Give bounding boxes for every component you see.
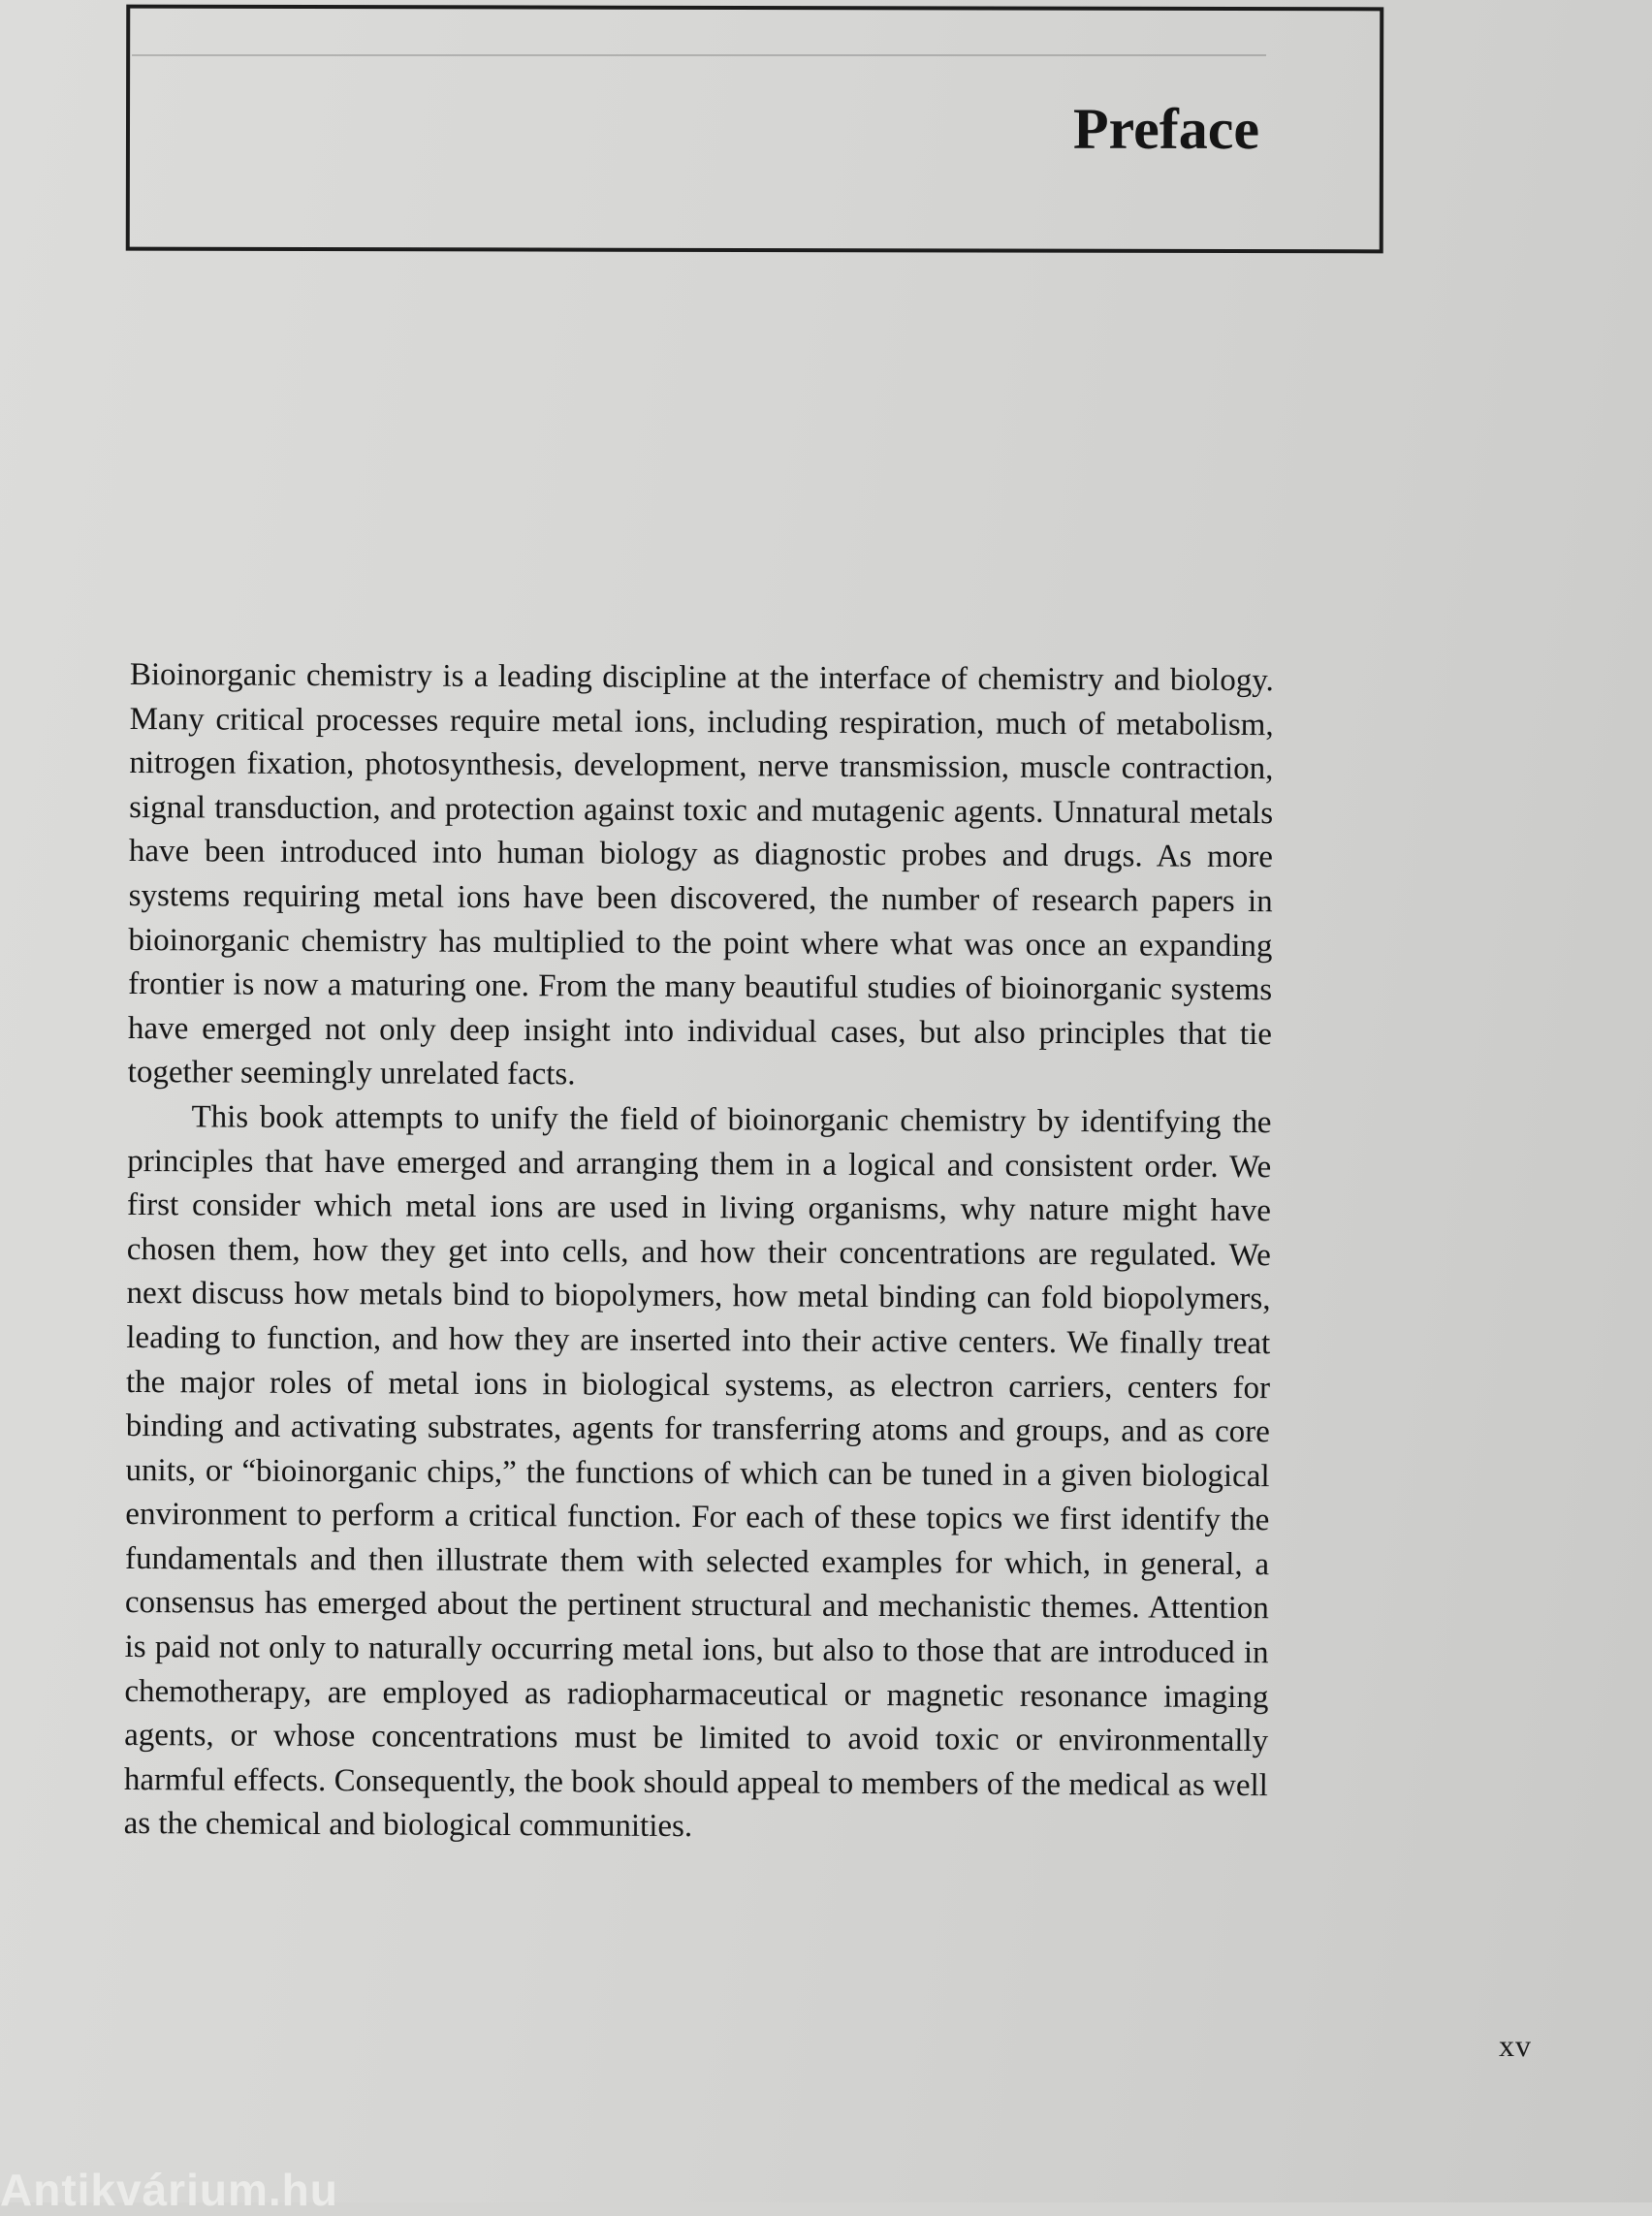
paragraph-2: This book attempts to unify the field of bioinorganic chemistry by identifying the principles that have emerged and arranging them in a logical and consistent order. We first consider which metal ions are used in living organisms, why nature might have chosen them, how they get into cells, and how their concentrations are regulated. We next discuss how metals bind to biopolymers, how metal binding can fold biopolymers, leading to function, and how they are inserted into their active centers. We finally treat the major roles of metal ions in biological systems, as electron carriers, centers for binding and activating substrates, agents for transferring atoms and groups, and as core units, or “bioinorganic chips,” the functions of which can be tuned in a given biological environment to perform a critical function. For each of these topics we first identify the fundamentals and then illustrate them with selected examples for which, in general, a consensus has emerged about the pertinent structural and mechanistic themes. Attention is paid not only to naturally occurring metal ions, but also to those that are introduced in chemotherapy, are employed as radiopharmaceutical or magnetic resonance imaging agents, or whose concentrations must be limited to avoid toxic or environmentally harmful effects. Consequently, the book should appeal to members of the medical as well as the chemical and biological communities. [123, 1099, 1272, 1845]
page-title: Preface [1072, 96, 1260, 162]
body-text [124, 653, 1274, 1852]
paragraph-1: Bioinorganic chemistry is a leading discipline at the interface of chemistry and biology. Many critical processes require metal ions, including respiration, much of metabolism, nitrogen fixation, photosynthesis, development, nerve transmission, muscle contraction, signal transduction, and protection against toxic and mutagenic agents. Unnatural metals have been introduced into human biology as diagnostic probes and drugs. As more systems requiring metal ions have been discovered, the number of research papers in bioinorganic chemistry has multiplied to the point where what was once an expanding frontier is now a maturing one. From the many beautiful studies of bioinorganic systems have emerged not only deep insight into individual cases, but also principles that tie together seemingly unrelated facts. [127, 656, 1274, 1092]
watermark: Antikvárium.hu [0, 2165, 338, 2215]
page-number: xv [1499, 2028, 1532, 2063]
heading-box [126, 5, 1384, 254]
